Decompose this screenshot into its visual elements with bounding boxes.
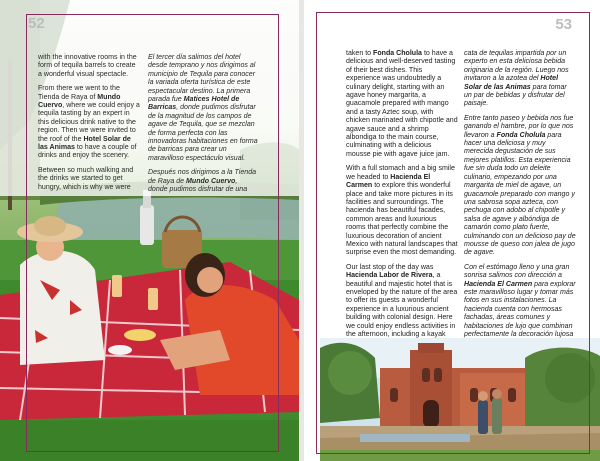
page-number-left: 52 [28,15,45,32]
right-es-para-1: cata de tequilas impartida por un experto en esta deliciosa bebida originaria de la región. Luego nos invitaron a la azotea del Hotel Solar de las Animas para tomar un par de bebidas y disfrutar del paisaje. [464,50,569,108]
left-col-spanish [148,54,258,201]
left-col-english [38,54,141,198]
hacienda-photo-art [320,338,600,461]
left-en-para-2: From there we went to the Tienda de Raya of Mundo Cuervo, where we could enjoy a tequila tasting by an expert in this delicious drink native to the region. Then we were invited to the roof of the Hotel Solar de las Animas to have a couple of drinks and enjoy the scenery. [38,85,140,160]
right-col-english [346,50,458,362]
left-es-para-2: Después nos dirigimos a la Tienda de Raya de Mundo Cuervo, donde pudimos disfrutar de una [148,169,257,194]
left-page [0,0,299,461]
right-es-para-3: Con el estómago lleno y una gran sonrisa salimos con dirección a Hacienda El Carmen para explorar este maravilloso lugar y tomar más fotos en sus instalaciones. La hacienda cuenta con hermosas fachadas, áreas comunes y habitaciones de lujo que combinan perfectamente la decoración lujosa [464,263,576,338]
page-number-right: 53 [555,16,572,33]
right-en-para-1: taken to Fonda Cholula to have a delicious and well-deserved tasting of their best dishes. This experience was undoubtedly a culinary delight, starting with an agave honey margarita, a guacamole prepared with mango and a tasty Aztec soup, with chicken marinated with chipotle and agave sauce and a shrimp albondiga to the main course, culminating with a delicious mousse pie with agave juice jam. [346,50,458,158]
left-en-para-3: Between so much walking and the drinks we started to get hungry, which is why we were [38,166,134,191]
left-es-para-1: El tercer día salimos del hotel desde temprano y nos dirigimos al municipio de Tequila para conocer la variada oferta turística de este espectacular destino. La primera parada fue Matices Hotel de Barricas, donde pudimos disfrutar de la magnitud de los campos de agave de Tequila, que se mezclan de forma perfecta con las innovadoras habitaciones en forma de barricas para crear un maravilloso espectáculo visual. [148,54,258,162]
hacienda-photo [320,338,600,461]
left-en-para-1: with the innovative rooms in the form of tequila barrels to create a wonderful visual spectacle. [38,54,137,78]
right-en-para-2: With a full stomach and a big smile we headed to Hacienda El Carmen to explore this wonderful place and take more pictures in its facilities and surroundings. The hacienda has beautiful facades, common areas and luxurious rooms that perfectly combine the luxurious decoration of ancient Mexico with natural landscapes that surprise even the most demanding. [346,165,458,257]
right-en-para-3: Our last stop of the day was Hacienda Labor de Rivera, a beautiful and majestic hotel that is enveloped by the nature of the area to offer its guests a wonderful experience in a luxurious ancient building with colonial design. Here we could enjoy endless activities in the afternoon, including a kayak [346,263,458,338]
right-col-spanish [464,50,576,371]
right-page [304,0,600,461]
right-es-para-2: Entre tanto paseo y bebida nos fue ganando el hambre, por lo que nos llevaron a Fonda Cholula para hacer una deliciosa y muy merecida degustación de sus mejores platillos. Esta experiencia fue sin duda todo un deleite culinario, empezando por una margarita de miel de agave, un guacamole preparado con mango y una sabrosa sopa azteca, con pechuga con adobo al chipotle y salsa de agave y albóndiga de camarón como plato fuerte, culminando con un delicioso pay de mousse de queso con jalea de jugo de agave. [464,114,576,257]
